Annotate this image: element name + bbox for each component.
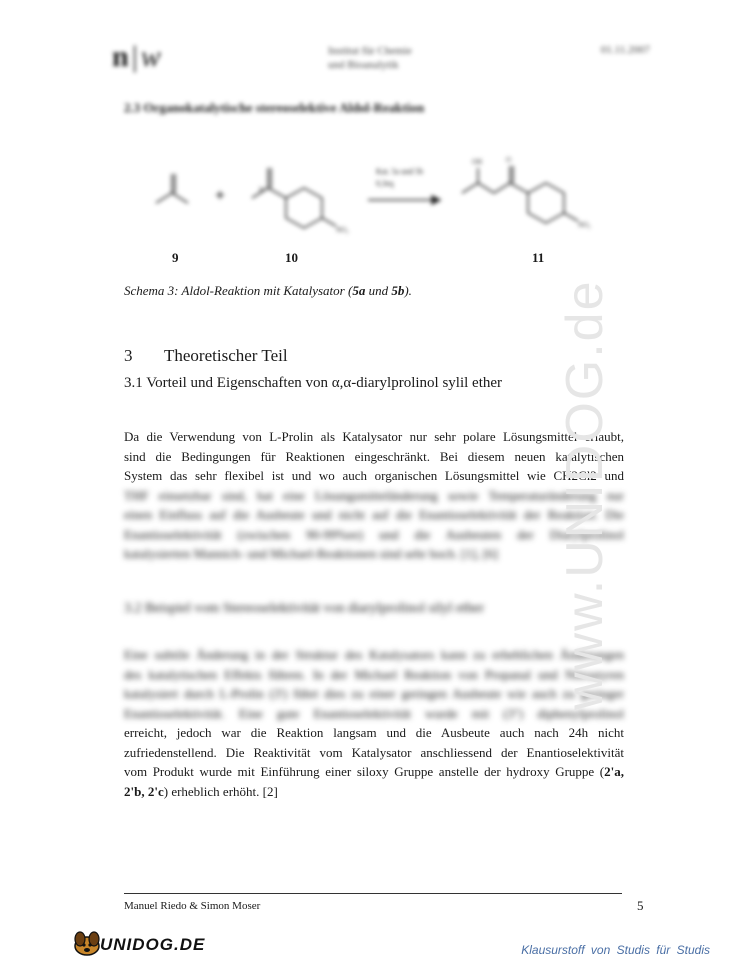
section-3-number: 3 [124,346,133,365]
institute-line-1: Institut für Chemie [328,45,412,57]
carbonyl-label: O [506,156,512,164]
scheme-caption [124,283,412,299]
reaction-scheme [140,148,620,248]
nitro-label-11: NO₂ [578,221,591,229]
institute-name [328,44,412,72]
caption-5a: 5a [352,283,366,298]
p2-line-2: des katalytischen Effekts führen. In der Michael Reaktion von Propanal und Nitrostyren [124,666,624,682]
footer-divider [124,893,622,894]
unidog-watermark: www.UNIDOG.de [556,279,614,710]
section-3-1-heading: 3.1 Vorteil und Eigenschaften von α,α-diarylprolinol sylil ether [124,375,503,391]
header-date: 01.11.2007 [600,44,650,56]
logo-left: n [112,40,130,73]
section-3-title: Theoretischer Teil [164,346,288,365]
acetone-structure [156,174,188,203]
p1-line-6: Enantioselektivität (zwischen 90-99%ee) und die Ausbeuten der Diarylprolinol [124,526,624,542]
p2-line-8 [124,782,624,802]
unidog-slogan: Klausurstoff von Studis für Studis [521,943,710,957]
aldehyde-h-label: H [259,186,265,194]
dog-mascot-icon [70,928,104,958]
p2-line-3: katalysiert durch L-Prolin (3') führt dies zu einer geringen Ausbeute wie auch zu geringer [124,686,624,701]
reaction-arrow-head [432,196,440,204]
section-2-3-title: 2.3 Organokatalytische stereoselektive Aldol-Reaktion [124,100,425,115]
logo-separator: | [131,40,139,73]
section-3-heading [124,346,288,366]
p2-line-8-text: ) erheblich erhöht. [2] [163,783,278,799]
hydroxy-label: OH [472,158,483,166]
caption-und: und [365,283,392,298]
institute-line-2: und Bioanalytik [328,59,399,71]
p1-line-2: sind die Bedingungen für Reaktionen eingeschränkt. Bei diesem neuen katalytischen [124,448,624,464]
p1-line-7: katalysierten Mannich- und Michael-Reaktionen sind sehr hoch. [1], [6] [124,546,498,561]
p2-line-5: erreicht, jedoch war die Reaktion langsam und die Ausbeute auch nach 24h nicht [124,725,624,740]
p2-line-7 [124,762,624,782]
p2-line-6: zufriedenstellend. Die Reaktivität vom Katalysator anschliessend der Enantioselektivität [124,744,624,760]
p2-line-8-bold: 2'b, 2'c [124,783,164,799]
caption-5b: 5b [391,283,405,298]
p1-line-4: THF einsetzbar sind, hat eine Lösungsmitteländerung sowie Temperaturänderung nur [124,487,624,503]
page-number: 5 [637,898,644,913]
section-3-2-paragraph [124,645,624,801]
footer-authors: Manuel Riedo & Simon Moser [124,900,261,912]
section-3-2-title: 3.2 Beispiel vom Stereoselektivität von diarylprolinol silyl ether [124,601,485,616]
caption-end: ). [404,283,412,298]
p2-line-7-bold: 2'a, [604,764,624,779]
p2-line-4: Enantioselektivität. Eine gute Enantioselektivität wurde mit (3'') diphenylprolinol [124,705,624,721]
p1-line-3: System das sehr flexibel ist und wo auch organischen Lösungsmittel wie CH2Cl2 und [124,468,624,483]
reagent-line-2: 0,3eq [376,179,394,188]
compound-number-10: 10 [285,250,298,265]
p2-line-1: Eine subtile Änderung in der Struktur des Katalysators kann zu erheblichen Änderungen [124,647,624,662]
p1-line-5: einen Einfluss auf die Ausbeute und nicht auf die Enantioselektivität der Reaktion. Die [124,507,624,522]
unidog-logo-text: UNIDOG.DE [100,935,206,954]
section-3-1-paragraph [124,427,624,564]
nitrobenzaldehyde-structure [252,168,336,228]
caption-start: Schema 3: Aldol-Reaktion mit Katalysator ( [124,283,353,298]
reagent-line-1: Kat. 5a und 5b [376,167,424,176]
logo-right: w [140,40,162,73]
compound-number-11: 11 [532,250,545,265]
aldol-product-structure [462,166,578,223]
p2-line-7-text: vom Produkt wurde mit Einführung einer siloxy Gruppe anstelle der hydroxy Gruppe ( [124,764,605,779]
nitro-label-10: NO₂ [336,226,349,234]
p1-line-1: Da die Verwendung von L-Prolin als Katalysator nur sehr polare Lösungsmittel erlaubt, [124,429,624,444]
compound-number-9: 9 [172,250,179,265]
institution-logo [112,40,162,74]
